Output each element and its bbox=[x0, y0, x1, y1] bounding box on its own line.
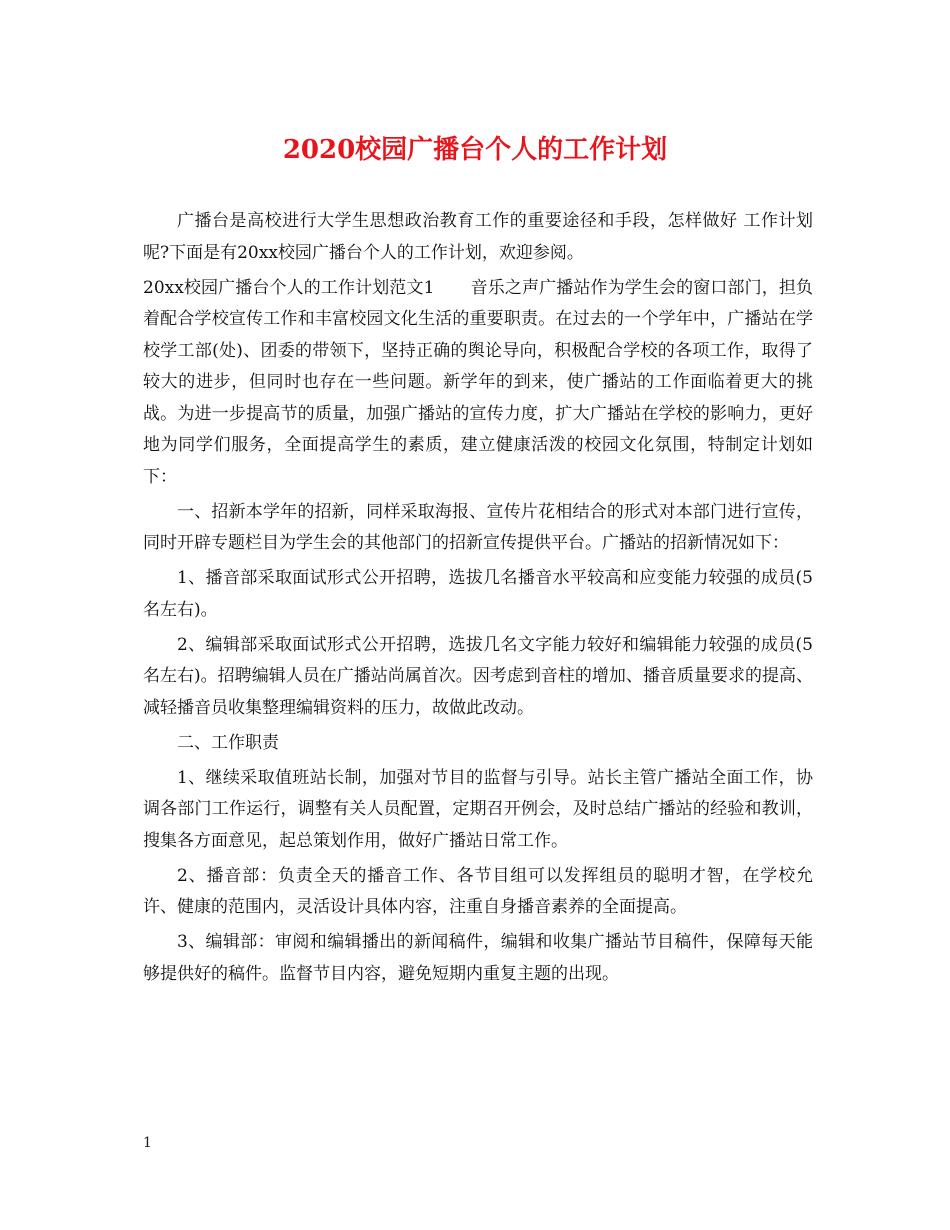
sample-body: 音乐之声广播站作为学生会的窗口部门，担负着配合学校宣传工作和丰富校园文化生活的重要职责。在过去的一个学年中，广播站在学校学工部(处)、团委的带领下，坚持正确的舆论导向，积极配合学校的各项工作，取得了较大的进步，但同时也存在一些问题。新学年的到来，使广播站的工作面临着更大的挑战。为进一步提高节的质量，加强广播站的宣传力度，扩大广播站在学校的影响力，更好地为同学们服务，全面提高学生的素质，建立健康活泼的校园文化氛围，特制定计划如下： bbox=[143, 277, 813, 487]
section-heading-duties: 二、工作职责 bbox=[177, 732, 279, 753]
intro-paragraph: 广播台是高校进行大学生思想政治教育工作的重要途径和手段，怎样做好 工作计划呢?下面是有20xx校园广播台个人的工作计划，欢迎参阅。 bbox=[143, 211, 813, 263]
sample-paragraph bbox=[143, 273, 813, 494]
sample-heading: 20xx校园广播台个人的工作计划范文1 bbox=[143, 277, 435, 298]
recruit-item-2: 2、编辑部采取面试形式公开招聘，选拔几名文字能力较好和编辑能力较强的成员(5名左右)。招聘编辑人员在广播站尚属首次。因考虑到音柱的增加、播音质量要求的提高、减轻播音员收集整理编辑资料的压力，故做此改动。 bbox=[143, 634, 813, 718]
document-title: 2020校园广播台个人的工作计划 bbox=[282, 135, 668, 165]
recruit-item-1: 1、播音部采取面试形式公开招聘，选拔几名播音水平较高和应变能力较强的成员(5名左右)。 bbox=[143, 568, 813, 620]
duty-item-1: 1、继续采取值班站长制，加强对节目的监督与引导。站长主管广播站全面工作，协调各部门工作运行，调整有关人员配置，定期召开例会，及时总结广播站的经验和教训，搜集各方面意见，起总策划作用，做好广播站日常工作。 bbox=[143, 767, 813, 851]
document-body bbox=[143, 206, 813, 994]
duty-item-3: 3、编辑部：审阅和编辑播出的新闻稿件，编辑和收集广播站节目稿件，保障每天能够提供好的稿件。监督节目内容，避免短期内重复主题的出现。 bbox=[143, 932, 813, 984]
duty-item-2: 2、播音部：负责全天的播音工作、各节目组可以发挥组员的聪明才智，在学校允许、健康的范围内，灵活设计具体内容，注重自身播音素养的全面提高。 bbox=[143, 865, 813, 917]
recruit-paragraph: 一、招新本学年的招新，同样采取海报、宣传片花相结合的形式对本部门进行宣传，同时开辟专题栏目为学生会的其他部门的招新宣传提供平台。广播站的招新情况如下： bbox=[143, 501, 813, 553]
page-number: 1 bbox=[143, 1135, 152, 1151]
